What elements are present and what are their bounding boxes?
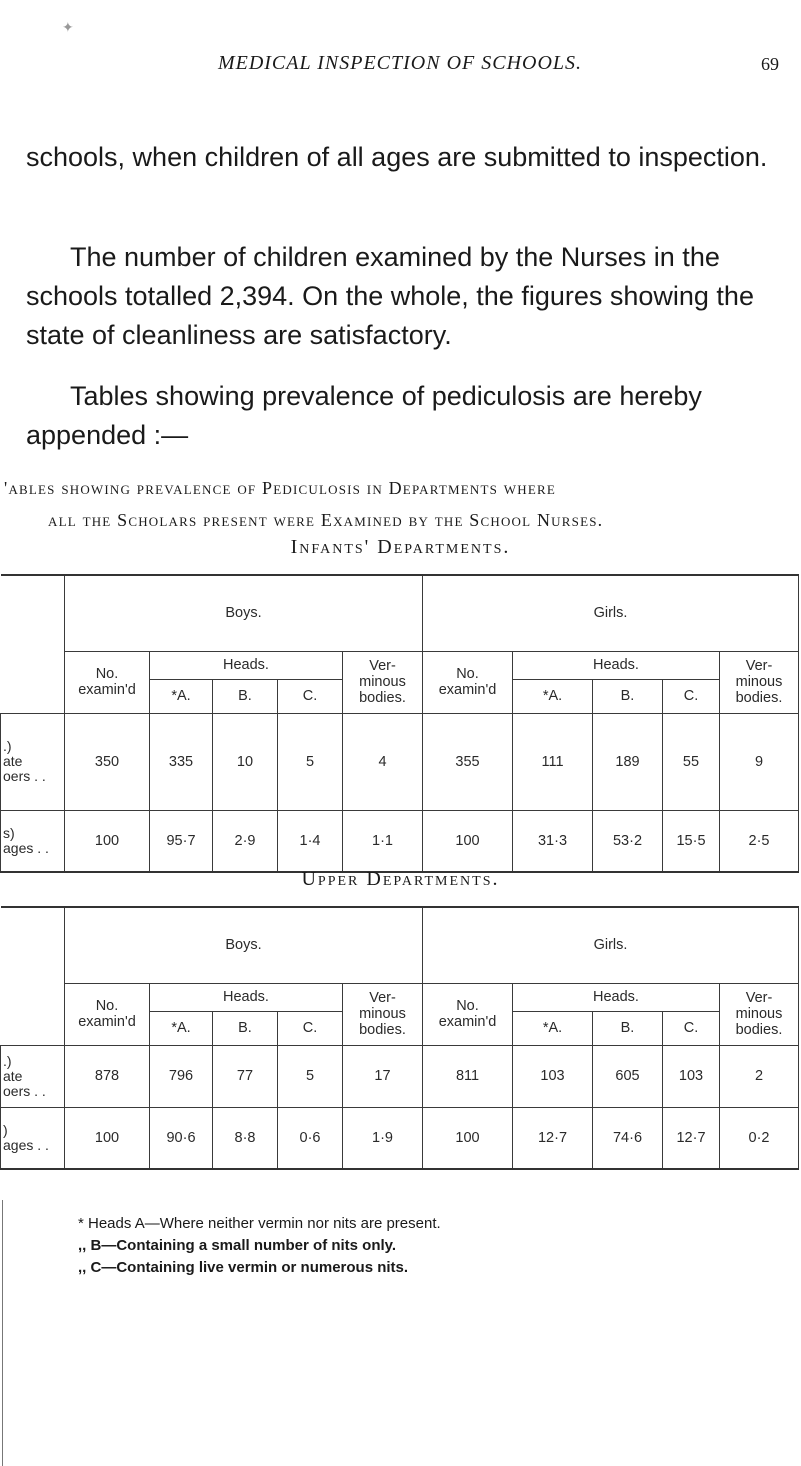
- boys-vermin-header: Ver- minous bodies.: [343, 651, 423, 713]
- girls-group-header: Girls.: [423, 907, 799, 983]
- boys-c-cell: 1·4: [278, 810, 343, 872]
- upper-table-title: Upper Departments.: [301, 868, 500, 890]
- girls-a-cell: 12·7: [513, 1107, 593, 1169]
- girls-vermin-header: Ver- minous bodies.: [720, 651, 799, 713]
- boys-col-a: *A.: [150, 1011, 213, 1045]
- paragraph-2: The number of children examined by the Nurses in the schools totalled 2,394. On the whole, the figures showing the state of cleanliness are satisfactory.: [26, 242, 754, 350]
- boys-examined-header: No. examin'd: [65, 983, 150, 1045]
- boys-vermin-header: Ver- minous bodies.: [343, 983, 423, 1045]
- girls-heads-header: Heads.: [513, 651, 720, 679]
- girls-examined-cell: 811: [423, 1045, 513, 1107]
- row-label: .) ate oers . .: [1, 713, 65, 810]
- girls-b-cell: 53·2: [593, 810, 663, 872]
- girls-a-cell: 31·3: [513, 810, 593, 872]
- girls-b-cell: 189: [593, 713, 663, 810]
- girls-a-cell: 103: [513, 1045, 593, 1107]
- boys-a-cell: 95·7: [150, 810, 213, 872]
- footnotes: [78, 1213, 441, 1279]
- boys-heads-header: Heads.: [150, 983, 343, 1011]
- boys-group-header: Boys.: [65, 907, 423, 983]
- girls-heads-header: Heads.: [513, 983, 720, 1011]
- running-head: MEDICAL INSPECTION OF SCHOOLS.: [217, 52, 583, 74]
- boys-col-b: B.: [213, 679, 278, 713]
- boys-b-cell: 2·9: [213, 810, 278, 872]
- boys-vermin-cell: 4: [343, 713, 423, 810]
- page-number: 69: [761, 54, 779, 74]
- boys-heads-header: Heads.: [150, 651, 343, 679]
- row-label: .) ate oers . .: [1, 1045, 65, 1107]
- girls-vermin-cell: 0·2: [720, 1107, 799, 1169]
- boys-b-cell: 10: [213, 713, 278, 810]
- margin-rule: [2, 1200, 3, 1466]
- boys-a-cell: 796: [150, 1045, 213, 1107]
- row-label-header: [1, 575, 65, 713]
- row-label-header: [1, 907, 65, 1045]
- boys-a-cell: 335: [150, 713, 213, 810]
- girls-vermin-cell: 2: [720, 1045, 799, 1107]
- boys-vermin-cell: 17: [343, 1045, 423, 1107]
- boys-vermin-cell: 1·1: [343, 810, 423, 872]
- boys-col-b: B.: [213, 1011, 278, 1045]
- girls-col-c: C.: [663, 1011, 720, 1045]
- table-row: [1, 713, 799, 810]
- boys-examined-cell: 100: [65, 1107, 150, 1169]
- girls-c-cell: 103: [663, 1045, 720, 1107]
- girls-col-b: B.: [593, 1011, 663, 1045]
- boys-c-cell: 5: [278, 713, 343, 810]
- girls-examined-cell: 355: [423, 713, 513, 810]
- girls-vermin-cell: 2·5: [720, 810, 799, 872]
- tables-caption: [4, 472, 801, 536]
- footnote-a: * Heads A—Where neither vermin nor nits are present.: [78, 1215, 441, 1232]
- table-row: [1, 1107, 799, 1169]
- boys-examined-cell: 350: [65, 713, 150, 810]
- boys-examined-cell: 100: [65, 810, 150, 872]
- girls-b-cell: 74·6: [593, 1107, 663, 1169]
- boys-col-a: *A.: [150, 679, 213, 713]
- boys-examined-header: No. examin'd: [65, 651, 150, 713]
- infants-departments-table: [0, 574, 799, 873]
- girls-col-a: *A.: [513, 679, 593, 713]
- girls-c-cell: 15·5: [663, 810, 720, 872]
- girls-examined-cell: 100: [423, 810, 513, 872]
- girls-examined-header: No. examin'd: [423, 983, 513, 1045]
- upper-departments-table: [0, 906, 799, 1170]
- boys-group-header: Boys.: [65, 575, 423, 651]
- boys-col-c: C.: [278, 1011, 343, 1045]
- girls-examined-cell: 100: [423, 1107, 513, 1169]
- girls-vermin-header: Ver- minous bodies.: [720, 983, 799, 1045]
- paragraph-3: Tables showing prevalence of pediculosis are hereby appended :—: [26, 381, 702, 450]
- girls-vermin-cell: 9: [720, 713, 799, 810]
- row-label: s) ages . .: [1, 810, 65, 872]
- boys-examined-cell: 878: [65, 1045, 150, 1107]
- infants-table-title: Infants' Departments.: [290, 536, 511, 558]
- girls-examined-header: No. examin'd: [423, 651, 513, 713]
- girls-b-cell: 605: [593, 1045, 663, 1107]
- paragraph-1: schools, when children of all ages are submitted to inspection.: [26, 142, 768, 172]
- printer-mark: ✦: [62, 20, 74, 36]
- boys-a-cell: 90·6: [150, 1107, 213, 1169]
- boys-col-c: C.: [278, 679, 343, 713]
- boys-c-cell: 5: [278, 1045, 343, 1107]
- table-row: [1, 1045, 799, 1107]
- caption-line-1: 'ables showing prevalence of Pediculosis in Departments where: [4, 478, 556, 498]
- footnote-b: ,, B—Containing a small number of nits only.: [78, 1237, 397, 1254]
- table-row: [1, 810, 799, 872]
- girls-c-cell: 55: [663, 713, 720, 810]
- girls-col-c: C.: [663, 679, 720, 713]
- row-label: ) ages . .: [1, 1107, 65, 1169]
- girls-c-cell: 12·7: [663, 1107, 720, 1169]
- girls-a-cell: 111: [513, 713, 593, 810]
- boys-b-cell: 77: [213, 1045, 278, 1107]
- girls-col-a: *A.: [513, 1011, 593, 1045]
- girls-group-header: Girls.: [423, 575, 799, 651]
- girls-col-b: B.: [593, 679, 663, 713]
- boys-b-cell: 8·8: [213, 1107, 278, 1169]
- boys-c-cell: 0·6: [278, 1107, 343, 1169]
- caption-line-2: all the Scholars present were Examined by the School Nurses.: [48, 510, 604, 530]
- boys-vermin-cell: 1·9: [343, 1107, 423, 1169]
- footnote-c: ,, C—Containing live vermin or numerous nits.: [78, 1259, 409, 1276]
